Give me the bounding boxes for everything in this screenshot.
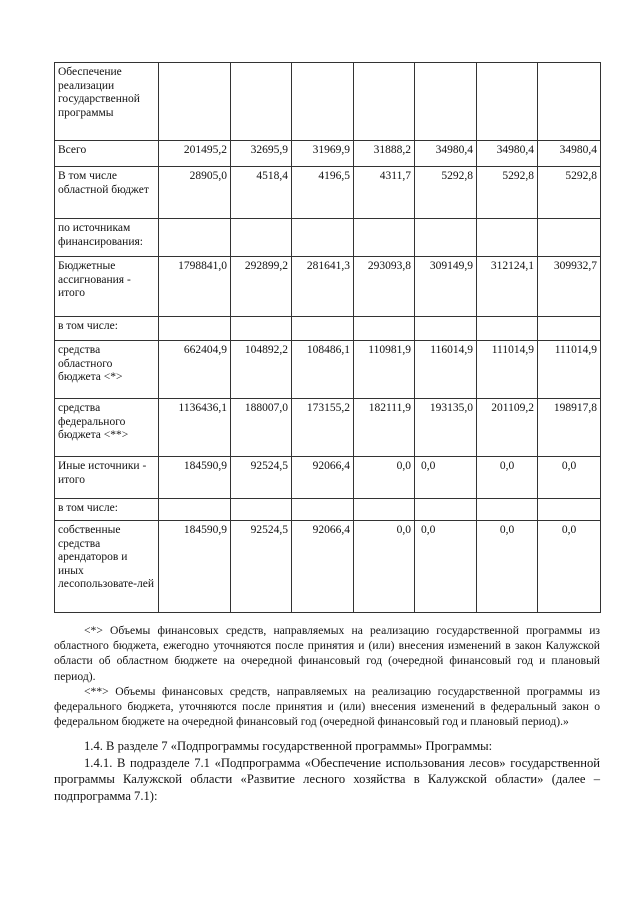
table-cell	[477, 317, 538, 341]
paragraph-section-7: 1.4. В разделе 7 «Подпрограммы государственной программы» Программы:	[84, 739, 493, 753]
table-cell	[538, 63, 601, 141]
table-cell: 92524,5	[231, 457, 292, 499]
table-cell: 0,0	[354, 521, 415, 613]
row-label: Бюджетные ассигнования - итого	[55, 257, 159, 317]
table-cell: 5292,8	[477, 167, 538, 219]
table-cell: 32695,9	[231, 141, 292, 167]
table-row	[55, 399, 601, 457]
financing-table-body	[55, 63, 601, 613]
table-cell	[159, 499, 231, 521]
row-label: Иные источники - итого	[55, 457, 159, 499]
table-cell	[292, 63, 354, 141]
table-cell: 5292,8	[415, 167, 477, 219]
table-row	[55, 257, 601, 317]
table-cell: 4518,4	[231, 167, 292, 219]
table-cell	[477, 499, 538, 521]
row-label: Обеспечение реализации государственной программы	[55, 63, 159, 141]
table-cell: 4196,5	[292, 167, 354, 219]
table-cell: 34980,4	[477, 141, 538, 167]
table-cell: 309932,7	[538, 257, 601, 317]
row-label: по источникам финансирования:	[55, 219, 159, 257]
table-cell	[354, 63, 415, 141]
table-row	[55, 499, 601, 521]
table-cell	[415, 219, 477, 257]
table-cell: 108486,1	[292, 341, 354, 399]
body-text	[54, 738, 600, 804]
table-cell: 182111,9	[354, 399, 415, 457]
footnote-federal-budget: <**> Объемы финансовых средств, направляемых на реализацию государственной программы из федерального бюджета, уточняются после принятия и (или) внесения изменений в федеральный закон о федеральном бюджете на очередной финансовый год (очередной финансовый год и плановый период).»	[54, 684, 600, 729]
table-cell: 31969,9	[292, 141, 354, 167]
footnotes	[54, 623, 600, 729]
table-cell	[159, 219, 231, 257]
table-row	[55, 317, 601, 341]
table-cell: 201495,2	[159, 141, 231, 167]
table-cell	[159, 63, 231, 141]
footnote-regional-budget: <*> Объемы финансовых средств, направляемых на реализацию государственной программы из областного бюджета, ежегодно уточняются после принятия и (или) внесения изменений в закон Калужской области об областном бюджете на очередной финансовый год (очередной финансовый год и плановый период).	[54, 624, 600, 683]
table-cell: 184590,9	[159, 521, 231, 613]
financing-table	[54, 62, 601, 613]
table-cell: 31888,2	[354, 141, 415, 167]
table-cell: 184590,9	[159, 457, 231, 499]
table-cell	[354, 499, 415, 521]
paragraph-subsection-7-1: 1.4.1. В подразделе 7.1 «Подпрограмма «Обеспечение использования лесов» государственной программы Калужской области «Развитие лесного хозяйства в Калужской области» (далее – подпрограмма 7.1):	[54, 755, 600, 803]
table-cell: 34980,4	[415, 141, 477, 167]
table-cell: 0,0	[538, 457, 601, 499]
table-cell: 92066,4	[292, 521, 354, 613]
table-row	[55, 219, 601, 257]
table-cell: 201109,2	[477, 399, 538, 457]
table-cell: 104892,2	[231, 341, 292, 399]
table-cell: 198917,8	[538, 399, 601, 457]
table-cell: 1136436,1	[159, 399, 231, 457]
table-cell: 92524,5	[231, 521, 292, 613]
table-cell: 193135,0	[415, 399, 477, 457]
table-cell: 662404,9	[159, 341, 231, 399]
table-cell: 188007,0	[231, 399, 292, 457]
row-label: в том числе:	[55, 499, 159, 521]
table-cell: 34980,4	[538, 141, 601, 167]
table-cell: 110981,9	[354, 341, 415, 399]
table-cell	[477, 219, 538, 257]
table-cell	[538, 317, 601, 341]
row-label: В том числе областной бюджет	[55, 167, 159, 219]
table-cell: 173155,2	[292, 399, 354, 457]
table-cell: 1798841,0	[159, 257, 231, 317]
table-cell	[415, 63, 477, 141]
table-cell	[354, 219, 415, 257]
table-cell: 0,0	[477, 457, 538, 499]
table-cell	[231, 219, 292, 257]
row-label: средства областного бюджета <*>	[55, 341, 159, 399]
table-row	[55, 457, 601, 499]
row-label: средства федерального бюджета <**>	[55, 399, 159, 457]
table-row	[55, 521, 601, 613]
table-cell: 0,0	[354, 457, 415, 499]
table-cell	[231, 499, 292, 521]
row-label: собственные средства арендаторов и иных лесопользовате-лей	[55, 521, 159, 613]
row-label: в том числе:	[55, 317, 159, 341]
table-cell	[292, 219, 354, 257]
table-cell: 0,0	[538, 521, 601, 613]
table-cell	[231, 63, 292, 141]
table-cell	[231, 317, 292, 341]
table-cell	[292, 317, 354, 341]
table-cell: 312124,1	[477, 257, 538, 317]
table-cell	[477, 63, 538, 141]
table-cell: 0,0	[415, 521, 477, 613]
table-cell: 0,0	[415, 457, 477, 499]
row-label: Всего	[55, 141, 159, 167]
table-cell	[415, 317, 477, 341]
table-cell	[292, 499, 354, 521]
table-cell	[538, 499, 601, 521]
table-cell: 28905,0	[159, 167, 231, 219]
table-cell: 293093,8	[354, 257, 415, 317]
table-cell: 111014,9	[538, 341, 601, 399]
table-cell: 281641,3	[292, 257, 354, 317]
table-cell: 4311,7	[354, 167, 415, 219]
table-cell: 0,0	[477, 521, 538, 613]
table-cell: 116014,9	[415, 341, 477, 399]
table-cell	[415, 499, 477, 521]
table-row	[55, 141, 601, 167]
table-cell: 92066,4	[292, 457, 354, 499]
table-row	[55, 63, 601, 141]
table-row	[55, 341, 601, 399]
table-cell	[354, 317, 415, 341]
table-row	[55, 167, 601, 219]
table-cell: 5292,8	[538, 167, 601, 219]
table-cell	[159, 317, 231, 341]
table-cell	[538, 219, 601, 257]
table-cell: 309149,9	[415, 257, 477, 317]
table-cell: 292899,2	[231, 257, 292, 317]
table-cell: 111014,9	[477, 341, 538, 399]
